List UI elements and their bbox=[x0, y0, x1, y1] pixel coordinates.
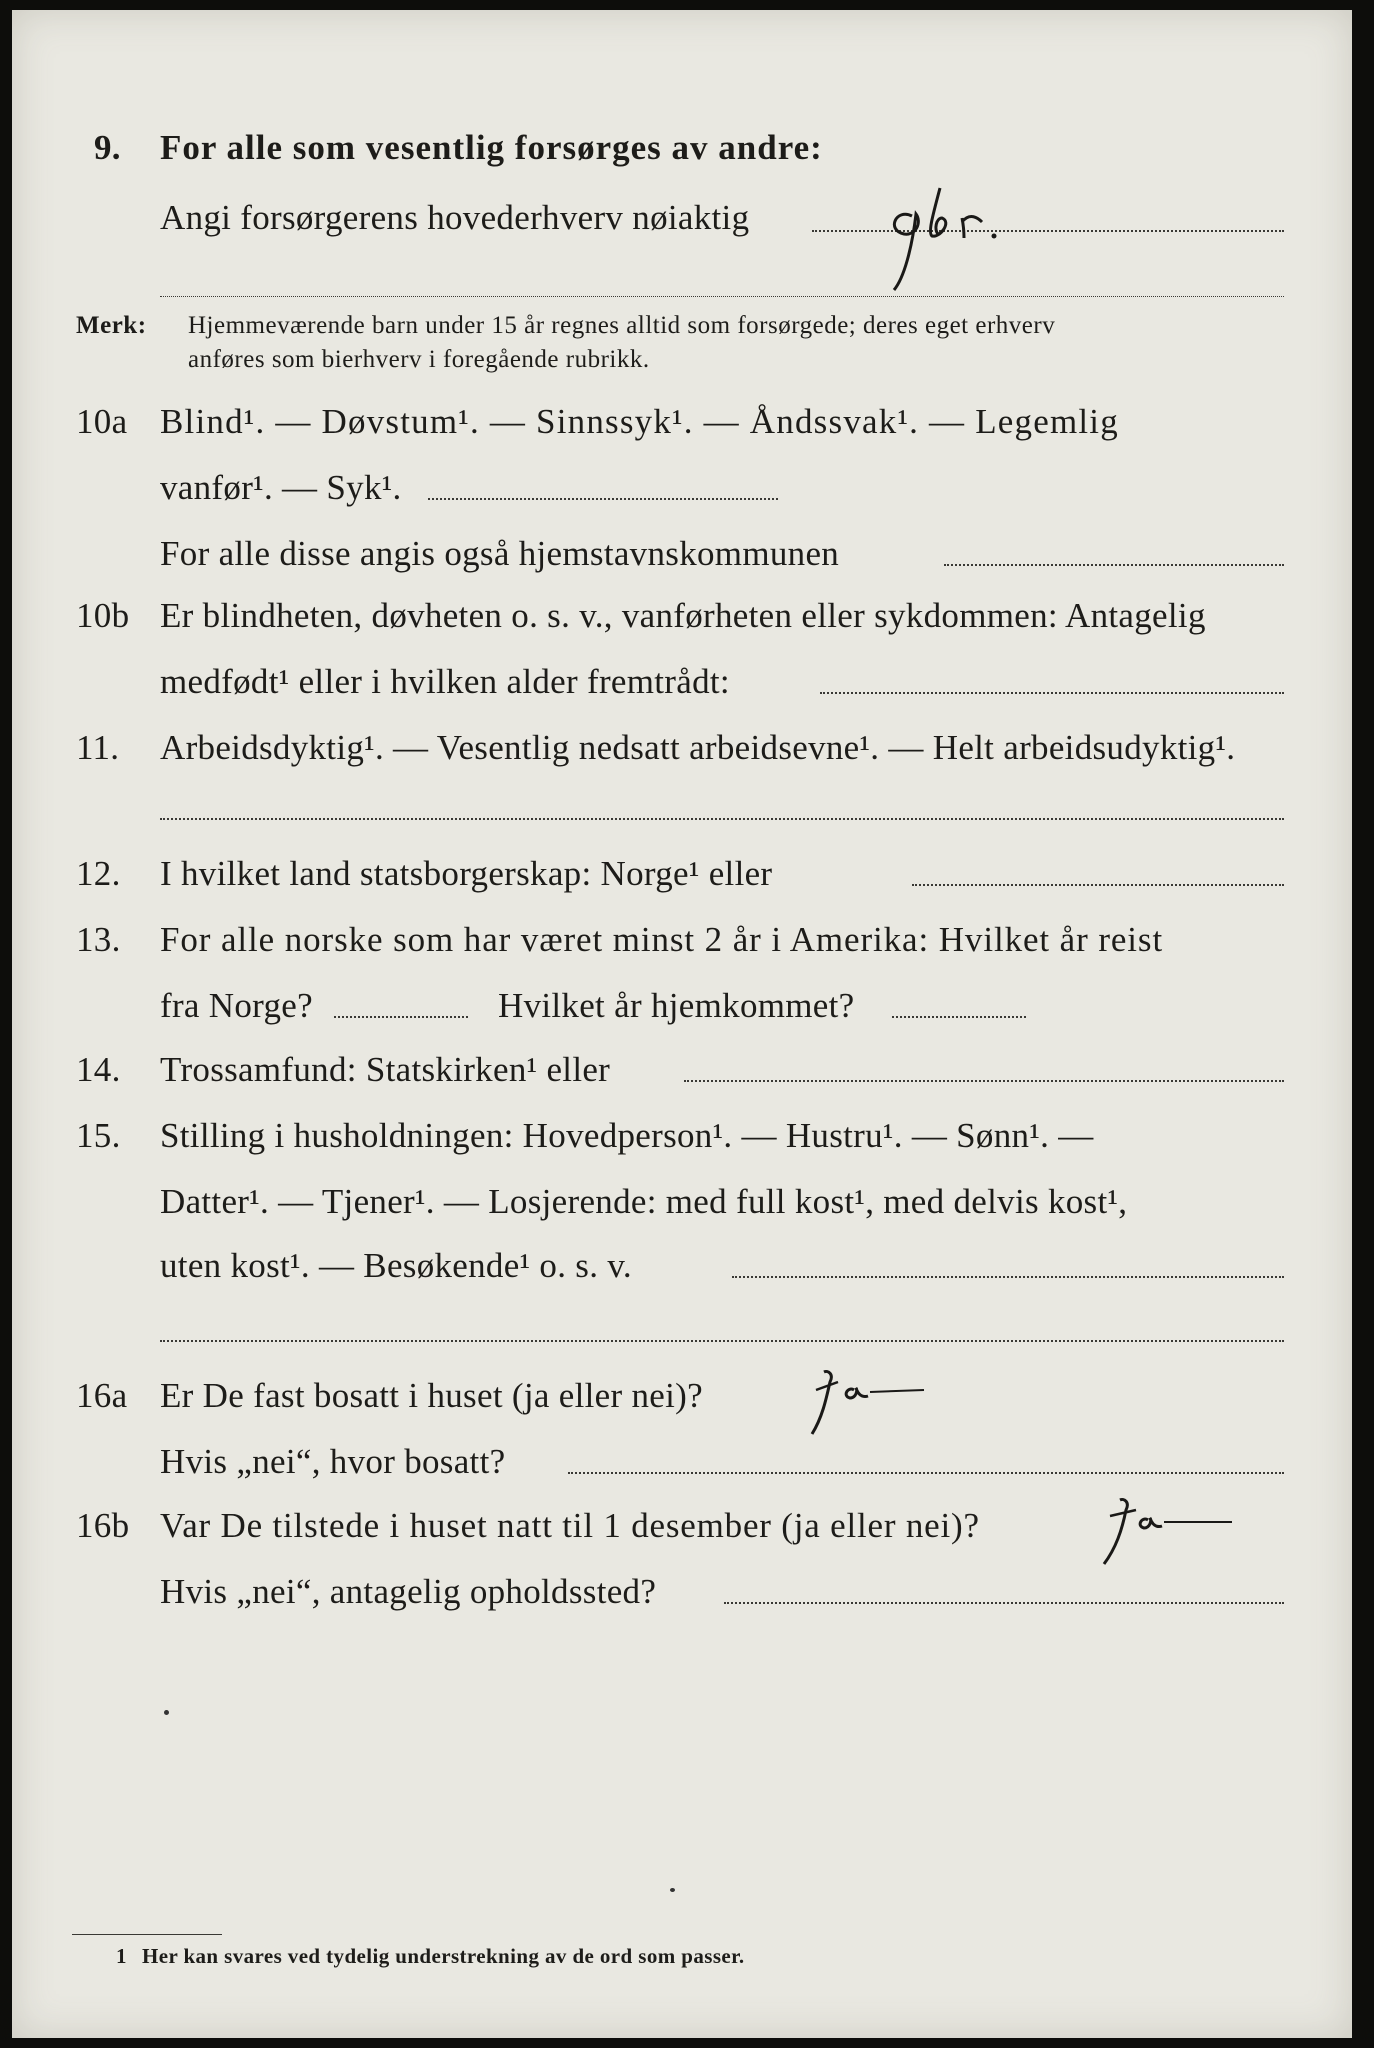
q16b-handwriting-svg bbox=[1092, 1490, 1242, 1570]
q9-handwriting-svg bbox=[882, 178, 1062, 298]
q13-line1: For alle norske som har været minst 2 år i Amerika: Hvilket år reist bbox=[160, 920, 1164, 959]
q10a-line2: vanfør¹. — Syk¹. bbox=[160, 468, 402, 507]
q12-number: 12. bbox=[76, 854, 121, 893]
ink-speck bbox=[670, 1888, 675, 1892]
q16a-line2: Hvis „nei“, hvor bosatt? bbox=[160, 1442, 506, 1481]
q13-line2b: Hvilket år hjemkommet? bbox=[498, 986, 855, 1025]
q10a-kommune-line bbox=[944, 564, 1284, 566]
q16a-line1: Er De fast bosatt i huset (ja eller nei)? bbox=[160, 1376, 703, 1415]
q13-number: 13. bbox=[76, 920, 121, 959]
q14-trossamfund-line bbox=[684, 1080, 1284, 1082]
q15-number: 15. bbox=[76, 1116, 121, 1155]
q16b-line1: Var De tilstede i huset natt til 1 desember (ja eller nei)? bbox=[160, 1506, 980, 1545]
q16a-handwritten-answer bbox=[798, 1360, 938, 1445]
q11-number: 11. bbox=[76, 728, 120, 767]
q11-line1: Arbeidsdyktig¹. — Vesentlig nedsatt arbeidsevne¹. — Helt arbeidsudyktig¹. bbox=[160, 728, 1236, 767]
q13-hjemkommet-line bbox=[892, 1016, 1026, 1018]
footnote-mark: 1 bbox=[116, 1944, 127, 1968]
q10b-line2: medfødt¹ eller i hvilken alder fremtrådt: bbox=[160, 662, 730, 701]
q16a-number: 16a bbox=[76, 1376, 128, 1415]
q16a-bosatt-line bbox=[568, 1472, 1284, 1474]
census-form-page bbox=[12, 10, 1352, 2038]
q10a-line3: For alle disse angis også hjemstavnskommunen bbox=[160, 534, 840, 573]
q10b-number: 10b bbox=[76, 596, 130, 635]
q9-second-line bbox=[160, 296, 1284, 297]
merk-label: Merk: bbox=[76, 312, 147, 339]
q16b-handwritten-answer bbox=[1092, 1490, 1242, 1575]
q15-blank-line bbox=[160, 1340, 1284, 1342]
q15-stilling-line bbox=[732, 1276, 1284, 1278]
merk-line2: anføres som bierhverv i foregående rubrikk. bbox=[188, 346, 650, 373]
q10a-line1: Blind¹. — Døvstum¹. — Sinnssyk¹. — Åndssvak¹. — Legemlig bbox=[160, 402, 1119, 441]
q9-label: Angi forsørgerens hovederhverv nøiaktig bbox=[160, 198, 750, 237]
q9-title: For alle som vesentlig forsørges av andre: bbox=[160, 128, 823, 167]
merk-line1: Hjemmeværende barn under 15 år regnes alltid som forsørgede; deres eget erhverv bbox=[188, 312, 1056, 339]
q15-line2: Datter¹. — Tjener¹. — Losjerende: med full kost¹, med delvis kost¹, bbox=[160, 1182, 1128, 1221]
q10a-number: 10a bbox=[76, 402, 128, 441]
q9-handwritten-answer bbox=[882, 178, 1062, 303]
q15-line3: uten kost¹. — Besøkende¹ o. s. v. bbox=[160, 1246, 632, 1285]
q16a-handwriting-svg bbox=[798, 1360, 938, 1440]
q16b-line2: Hvis „nei“, antagelig opholdssted? bbox=[160, 1572, 657, 1611]
q9-number: 9. bbox=[94, 128, 121, 167]
q16b-opholdssted-line bbox=[724, 1602, 1284, 1604]
q10b-alder-line bbox=[820, 692, 1284, 694]
footnote-text: Her kan svares ved tydelig understrekning av de ord som passer. bbox=[142, 1944, 745, 1968]
q10a-syk-line bbox=[428, 498, 778, 500]
q12-land-line bbox=[912, 884, 1284, 886]
q12-line1: I hvilket land statsborgerskap: Norge¹ eller bbox=[160, 854, 773, 893]
q11-blank-line bbox=[160, 818, 1284, 820]
footnote-rule bbox=[72, 1934, 222, 1935]
q10b-line1: Er blindheten, døvheten o. s. v., vanførheten eller sykdommen: Antagelig bbox=[160, 596, 1206, 635]
ink-speck bbox=[164, 1710, 169, 1715]
q16b-number: 16b bbox=[76, 1506, 130, 1545]
q13-reist-line bbox=[334, 1016, 468, 1018]
q14-number: 14. bbox=[76, 1050, 121, 1089]
q14-line1: Trossamfund: Statskirken¹ eller bbox=[160, 1050, 611, 1089]
q15-line1: Stilling i husholdningen: Hovedperson¹. — Hustru¹. — Sønn¹. — bbox=[160, 1116, 1094, 1155]
q13-line2a: fra Norge? bbox=[160, 986, 313, 1025]
